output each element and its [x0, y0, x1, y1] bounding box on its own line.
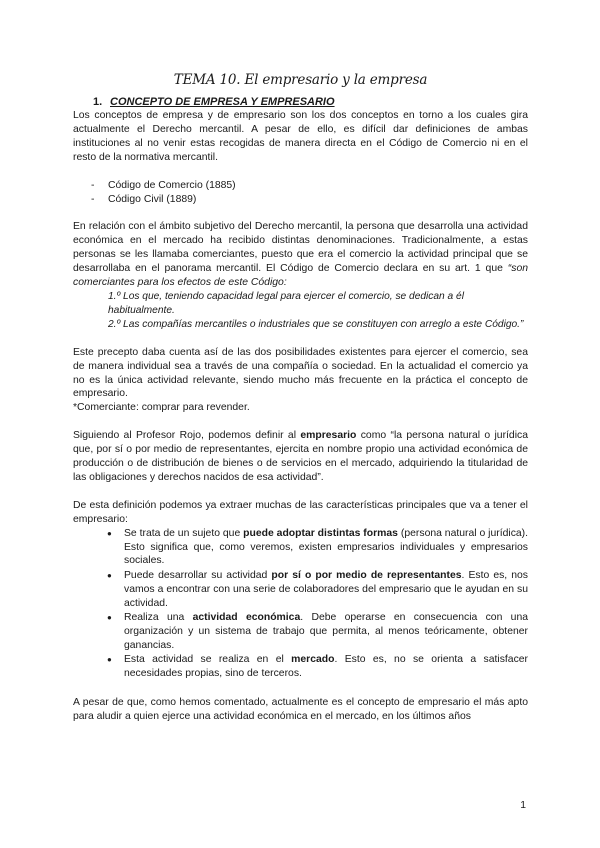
- note-comerciante: *Comerciante: comprar para revender.: [73, 402, 250, 414]
- paragraph-subjective-scope: [73, 220, 528, 290]
- quote-item-2: 2.º Las compañías mercantiles o industriales que se constituyen con arreglo a este Código.”: [108, 318, 524, 330]
- list-item: ● Puede desarrollar su actividad por sí o por medio de representantes. Esto es, nos vamos a encontrar con una serie de colaboradores del empresario que le ayudan en su actividad.: [107, 569, 528, 611]
- code-list: [73, 179, 528, 207]
- list-item: ● Esta actividad se realiza en el mercado. Esto es, no se orienta a satisfacer necesidades propias, sino de terceros.: [107, 653, 528, 681]
- section-heading: [93, 96, 528, 108]
- definition-post: como “la persona natural o jurídica que, por sí o por medio de representantes, ejercita en nombre propio una actividad económica de producción o de distribución de bienes o de servicios en el mercado, adquiriendo la titularidad de las obligaciones y derechos nacidos de esa actividad”.: [73, 430, 528, 483]
- definition-pre: Siguiendo al Profesor Rojo, podemos definir al: [73, 430, 297, 442]
- section-title: CONCEPTO DE EMPRESA Y EMPRESARIO: [110, 96, 335, 108]
- paragraph-characteristics: De esta definición podemos ya extraer muchas de las características principales que va a tener el empresario:: [73, 499, 528, 525]
- quote-item-1: 1.º Los que, teniendo capacidad legal para ejercer el comercio, se dedican a él habitualmente.: [108, 290, 464, 316]
- page-title: TEMA 10. El empresario y la empresa: [173, 72, 428, 88]
- paragraph-intro: Los conceptos de empresa y de empresario son los dos conceptos en torno a los cuales gira actualmente el Derecho mercantil. A pesar de ello, es difícil dar definiciones de ambas instituciones al no venir estas recogidas de manera directa en el Código de Comercio ni en el resto de la normativa mercantil.: [73, 110, 528, 163]
- paragraph-final: A pesar de que, como hemos comentado, actualmente es el concepto de empresario el más apto para aludir a quien ejerce una actividad económica en el mercado, en los últimos años: [73, 696, 528, 722]
- list-item: ● Se trata de un sujeto que puede adoptar distintas formas (persona natural o jurídica). Esto significa que, como veremos, existen empresarios individuales y empresarios sociales.: [107, 527, 528, 569]
- list-item: - Código de Comercio (1885): [91, 179, 528, 193]
- paragraph-precept: Este precepto daba cuenta así de las dos posibilidades existentes para ejercer el comercio, sea de manera individual sea a través de una compañía o sociedad. En la actualidad el comercio ya no es la única actividad relevante, siendo mucho más frecuente en la práctica el concepto de empresario.: [73, 346, 528, 400]
- page-number: 1: [520, 800, 526, 811]
- characteristics-list: [73, 527, 528, 681]
- paragraph-definition: [73, 429, 528, 485]
- definition-bold: empresario: [300, 430, 357, 442]
- quote-intro: “son comerciantes para los efectos de este Código:: [73, 263, 529, 289]
- section-number: 1.: [93, 96, 103, 108]
- list-item: ● Realiza una actividad económica. Debe operarse en consecuencia con una organización y un sistema de trabajo que permita, al menos teóricamente, obtener ganancias.: [107, 611, 528, 653]
- list-item: - Código Civil (1889): [91, 193, 528, 207]
- paragraph-text: En relación con el ámbito subjetivo del Derecho mercantil, la persona que desarrolla una actividad económica en el mercado ha recibido distintas denominaciones. Tradicionalmente, a estas personas se les llamaba comerciantes, puesto que era el comercio la actividad principal que se desarrollaba en el panorama mercantil. El Código de Comercio declara en su art. 1 que: [73, 221, 528, 275]
